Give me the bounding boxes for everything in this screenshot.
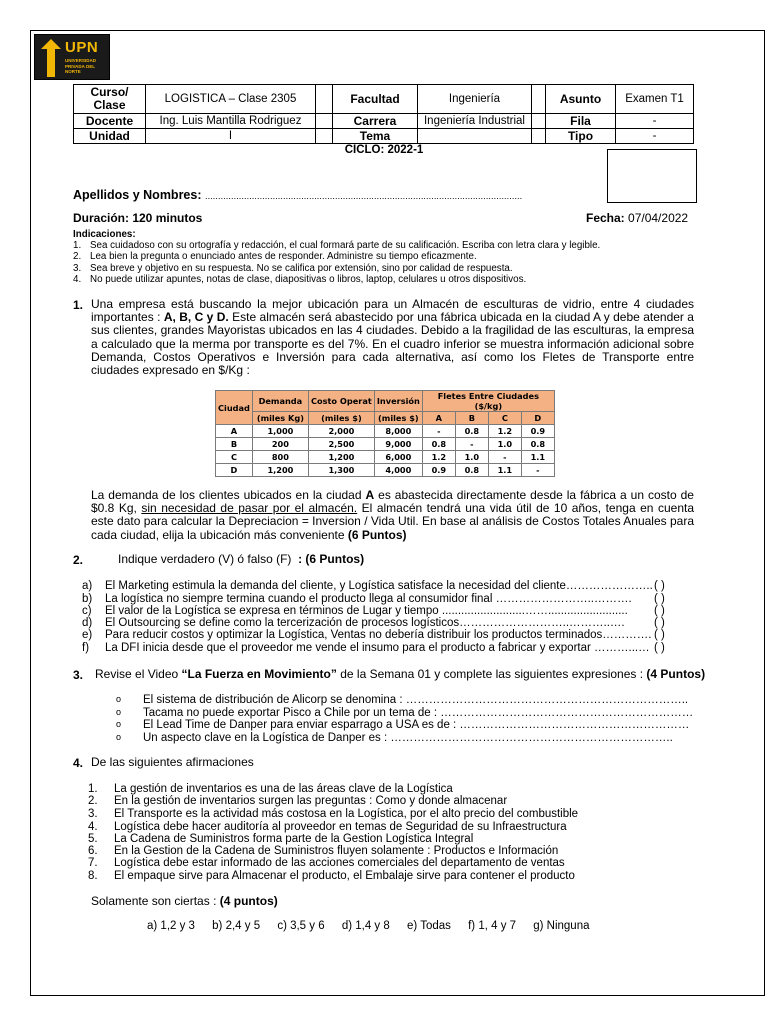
indicacion-item: 2. Lea bien la pregunta o enunciado antes de responder. Administre su tiempo eficazmente. bbox=[73, 251, 477, 263]
q3-number: 3. bbox=[73, 668, 84, 682]
fecha-label: Fecha: bbox=[586, 211, 625, 225]
answer-blank[interactable]: ( ) bbox=[654, 593, 665, 605]
tema-value bbox=[418, 129, 532, 144]
facultad-label: Facultad bbox=[333, 85, 418, 114]
table-row: D 1,200 1,300 4,000 0.9 0.8 1.1 - bbox=[216, 464, 555, 477]
answer-blank[interactable]: ( ) bbox=[654, 605, 665, 617]
statement-item: 6. En la Gestion de la Cadena de Suministros fluyen solamente : Productos e Información bbox=[88, 845, 559, 857]
answer-blank[interactable]: ( ) bbox=[654, 617, 665, 629]
q1-paragraph-2: La demanda de los clientes ubicados en la ciudad A es abastecida directamente desde la fábrica a un costo de $0.8 Kg, sin necesidad de pasar por el almacén. El almacén tendrá una vida útil de 10 años, tenga en cuenta este dato para calcular la Depreciacion = Inversion / Vida Util. En base al análisis de Costos Totales Anuales para cada ciudad, elija la ubicación más conveniente (6 Puntos) bbox=[91, 488, 695, 542]
option-e[interactable]: e) Todas bbox=[406, 920, 451, 932]
q1-data-table bbox=[215, 390, 555, 477]
tipo-label: Tipo bbox=[546, 129, 616, 144]
facultad-value: Ingeniería bbox=[418, 85, 532, 114]
th-col-b: B bbox=[455, 412, 488, 425]
fila-label: Fila bbox=[546, 114, 616, 129]
ciclo: CICLO: 2022-1 bbox=[344, 144, 424, 156]
photo-box bbox=[607, 149, 697, 203]
indicaciones bbox=[73, 229, 703, 285]
docente-label: Docente bbox=[74, 114, 146, 129]
upn-emblem-icon bbox=[41, 39, 61, 77]
carrera-label: Carrera bbox=[333, 114, 418, 129]
q4-intro: De las siguientes afirmaciones bbox=[91, 755, 254, 769]
asunto-value: Examen T1 bbox=[616, 85, 694, 114]
th-col-d: D bbox=[521, 412, 554, 425]
th-demanda: Demanda bbox=[252, 391, 308, 412]
duracion: Duración: 120 minutos bbox=[73, 211, 203, 225]
q1-number: 1. bbox=[73, 298, 84, 312]
q4-solution-prompt: Solamente son ciertas : (4 puntos) bbox=[91, 894, 278, 908]
apellidos-label: Apellidos y Nombres: bbox=[73, 188, 202, 202]
th-costo: Costo Operat bbox=[308, 391, 374, 412]
th-inversion: Inversión bbox=[374, 391, 422, 412]
unidad-value: I bbox=[146, 129, 316, 144]
tf-item: b) La logística no siempre termina cuando el producto llega al consumidor final ……………………..………. ( ) bbox=[82, 593, 665, 605]
exam-header-table bbox=[73, 84, 694, 144]
tf-item: d) El Outsourcing se define como la tercerización de procesos logísticos………………………..………..…. ( ) bbox=[82, 617, 665, 629]
option-f[interactable]: f) 1, 4 y 7 bbox=[468, 920, 517, 932]
table-row: B 200 2,500 9,000 0.8 - 1.0 0.8 bbox=[216, 438, 555, 451]
q2-number: 2. bbox=[73, 553, 84, 567]
curso-label: Curso/ Clase bbox=[74, 85, 146, 114]
answer-blank[interactable]: ( ) bbox=[654, 642, 665, 654]
indicacion-item: 4. No puede utilizar apuntes, notas de clase, diapositivas o libros, laptop, celulares u otros dispositivos. bbox=[73, 273, 527, 285]
indicaciones-title: Indicaciones: bbox=[73, 229, 136, 240]
curso-value: LOGISTICA – Clase 2305 bbox=[146, 85, 316, 114]
unidad-label: Unidad bbox=[74, 129, 146, 144]
carrera-value: Ingeniería Industrial bbox=[418, 114, 532, 129]
q4-options bbox=[147, 920, 604, 932]
tf-item: a) El Marketing estimula la demanda del cliente, y Logística satisface la necesidad del cliente………………….. ( ) bbox=[82, 580, 665, 592]
th-ciudad: Ciudad bbox=[216, 391, 253, 425]
th-col-a: A bbox=[422, 412, 455, 425]
q4-number: 4. bbox=[73, 756, 84, 770]
upn-logo bbox=[34, 34, 110, 80]
statement-item: 3. El Transporte es la actividad más costosa en la Logística, por el alto precio del combustible bbox=[88, 808, 579, 820]
indicacion-item: 1. Sea cuidadoso con su ortografía y redacción, el cual formará parte de su calificación. Escriba con letra clara y legible. bbox=[73, 240, 601, 252]
tf-item: e) Para reducir costos y optimizar la Logística, Ventas no debería distribuir los productos terminados…………. ( ) bbox=[82, 629, 665, 641]
apellidos-field[interactable] bbox=[73, 188, 522, 202]
option-c[interactable]: c) 3,5 y 6 bbox=[277, 920, 325, 932]
statement-item: 2. En la gestión de inventarios surgen las preguntas : Como y donde almacenar bbox=[88, 795, 508, 807]
statement-item: 5. La Cadena de Suministros forma parte de la Gestion Logística Integral bbox=[88, 833, 474, 845]
option-g[interactable]: g) Ninguna bbox=[533, 920, 590, 932]
statement-item: 1. La gestión de inventarios es una de las áreas clave de la Logística bbox=[88, 783, 453, 795]
docente-value: Ing. Luis Mantilla Rodriguez bbox=[146, 114, 316, 129]
th-demanda-unit: (miles Kg) bbox=[252, 412, 308, 425]
fecha-value: 07/04/2022 bbox=[628, 211, 689, 225]
indicacion-item: 3. Sea breve y objetivo en su respuesta. No se califica por extensión, sino por calidad de respuesta. bbox=[73, 262, 513, 274]
q3-intro: Revise el Video “La Fuerza en Movimiento” de la Semana 01 y complete las siguientes expresiones : (4 Puntos) bbox=[95, 667, 706, 681]
statement-item: 8. El empaque sirve para Almacenar el producto, el Embalaje sirve para contener el producto bbox=[88, 870, 575, 882]
asunto-label: Asunto bbox=[546, 85, 616, 114]
th-costo-unit: (miles $) bbox=[308, 412, 374, 425]
table-row: C 800 1,200 6,000 1.2 1.0 - 1.1 bbox=[216, 451, 555, 464]
logo-subtitle: UNIVERSIDAD PRIVADA DEL NORTE bbox=[65, 58, 97, 74]
answer-blank[interactable]: ( ) bbox=[654, 629, 665, 641]
fila-value: - bbox=[616, 114, 694, 129]
apellidos-dots: .......................................................................................................................... bbox=[204, 191, 523, 201]
fecha bbox=[586, 211, 688, 225]
statement-item: 4. Logística debe hacer auditoría al proveedor en temas de Seguridad de su Infraestructura bbox=[88, 821, 567, 833]
q2-intro: Indique verdadero (V) ó falso (F) : (6 Puntos) bbox=[118, 552, 365, 566]
th-fletes: Fletes Entre Ciudades ($/kg) bbox=[422, 391, 554, 412]
option-d[interactable]: d) 1,4 y 8 bbox=[341, 920, 390, 932]
tipo-value: - bbox=[616, 129, 694, 144]
logo-brand: UPN bbox=[65, 39, 99, 56]
th-col-c: C bbox=[488, 412, 521, 425]
tema-label: Tema bbox=[333, 129, 418, 144]
option-a[interactable]: a) 1,2 y 3 bbox=[147, 920, 195, 932]
table-row: A 1,000 2,000 8,000 - 0.8 1.2 0.9 bbox=[216, 425, 555, 438]
th-inversion-unit: (miles $) bbox=[374, 412, 422, 425]
answer-blank[interactable]: ( ) bbox=[654, 580, 665, 592]
tf-item: c) El valor de la Logística se expresa en términos de Lugar y tiempo ..........................……......................... ( ) bbox=[82, 605, 665, 617]
tf-item: f) La DFI inicia desde que el proveedor me vende el insumo para el producto a fabricar y exportar ………...… ( ) bbox=[82, 642, 665, 654]
option-b[interactable]: b) 2,4 y 5 bbox=[212, 920, 261, 932]
statement-item: 7. Logística debe estar informado de las acciones comerciales del departamento de ventas bbox=[88, 857, 565, 869]
q1-paragraph-1: Una empresa está buscando la mejor ubicación para un Almacén de esculturas de vidrio, entre 4 ciudades importantes : A, B, C y D. Este almacén será abastecido por una fábrica ubicada en la ciudad A y debe atender a sus clientes, grandes Mayoristas ubicados en las 4 ciudades. Debido a la fragilidad de las esculturas, la empresa a calculado que la merma por transporte es del 7%. En el cuadro inferior se muestra información adicional sobre Demanda, Costos Operativos e Inversión para cada alternativa, así como los Fletes de Transporte entre ciudades expresado en $/Kg : bbox=[91, 297, 694, 378]
